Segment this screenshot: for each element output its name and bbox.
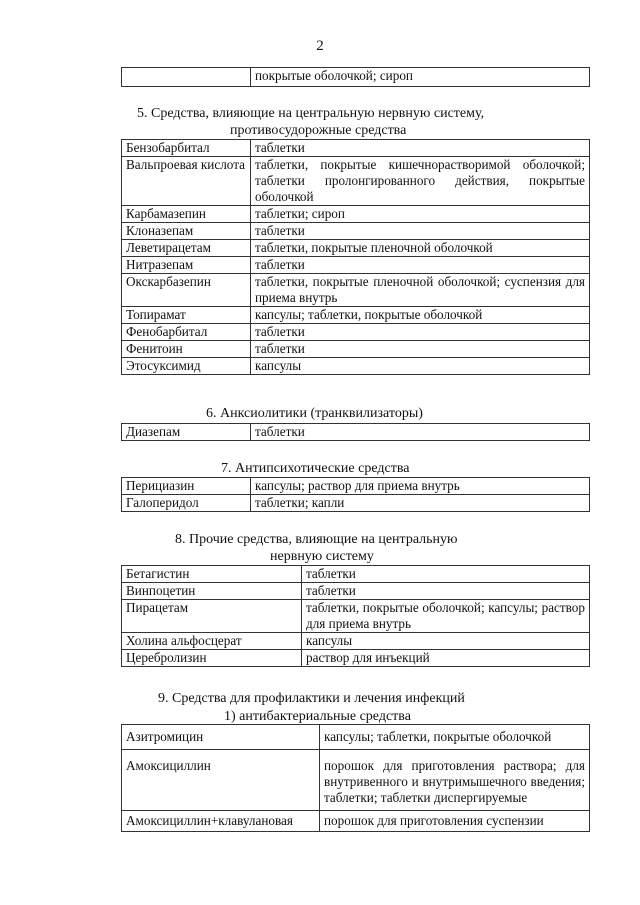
- table-row: [122, 583, 590, 600]
- drug-form: таблетки: [251, 341, 590, 358]
- drug-form: таблетки: [251, 324, 590, 341]
- table-row: [122, 633, 590, 650]
- drug-form: таблетки: [251, 424, 590, 441]
- drug-name: [122, 68, 251, 87]
- section-6-title: 6. Анксиолитики (транквилизаторы): [206, 406, 423, 421]
- drug-form: таблетки, покрытые пленочной оболочкой: [251, 240, 590, 257]
- table-row: [122, 650, 590, 667]
- table-row: [122, 495, 590, 512]
- section-7-title: 7. Антипсихотические средства: [221, 461, 410, 476]
- drug-name: Окскарбазепин: [122, 274, 251, 307]
- section-9-title: 9. Средства для профилактики и лечения инфекций: [158, 691, 465, 706]
- drug-form: таблетки: [302, 583, 590, 600]
- table-row: [122, 324, 590, 341]
- drug-name: Этосуксимид: [122, 358, 251, 375]
- drug-form: капсулы; раствор для приема внутрь: [251, 478, 590, 495]
- drug-form: таблетки, покрытые кишечнорастворимой оболочкой; таблетки пролонгированного действия, покрытые оболочкой: [251, 157, 590, 206]
- table-row: [122, 257, 590, 274]
- section-8-title-line-1: 8. Прочие средства, влияющие на центральную: [175, 532, 458, 547]
- drug-name: Нитразепам: [122, 257, 251, 274]
- drug-form: таблетки; капли: [251, 495, 590, 512]
- table-row: [122, 307, 590, 324]
- drug-name: Винпоцетин: [122, 583, 302, 600]
- drug-form: покрытые оболочкой; сироп: [251, 68, 590, 87]
- section-5-title-line-1: 5. Средства, влияющие на центральную нервную систему,: [137, 106, 485, 121]
- drug-form: таблетки: [251, 140, 590, 157]
- table-row: [122, 140, 590, 157]
- drug-name: Топирамат: [122, 307, 251, 324]
- section-7-table: [121, 477, 590, 512]
- top-table: [121, 67, 590, 87]
- drug-form: таблетки; сироп: [251, 206, 590, 223]
- table-row: [122, 157, 590, 206]
- table-row: [122, 341, 590, 358]
- drug-name: Амоксициллин+клавулановая: [122, 811, 320, 832]
- drug-name: Карбамазепин: [122, 206, 251, 223]
- drug-form: раствор для инъекций: [302, 650, 590, 667]
- drug-name: Бензобарбитал: [122, 140, 251, 157]
- drug-form: капсулы: [251, 358, 590, 375]
- section-8-title-line-2: нервную систему: [270, 549, 374, 564]
- drug-name: Леветирацетам: [122, 240, 251, 257]
- table-row: [122, 750, 590, 811]
- section-5-table: [121, 139, 590, 375]
- drug-name: Церебролизин: [122, 650, 302, 667]
- table-row: [122, 811, 590, 832]
- drug-form: порошок для приготовления раствора; для внутривенного и внутримышечного введения; таблетки; таблетки диспергируемые: [320, 750, 590, 811]
- page-number: 2: [316, 38, 324, 54]
- drug-name: Фенобарбитал: [122, 324, 251, 341]
- drug-form: порошок для приготовления суспензии: [320, 811, 590, 832]
- drug-form: таблетки: [251, 223, 590, 240]
- table-row: [122, 274, 590, 307]
- drug-name: Пирацетам: [122, 600, 302, 633]
- drug-form: таблетки, покрытые оболочкой; капсулы; раствор для приема внутрь: [302, 600, 590, 633]
- section-8-table: [121, 565, 590, 667]
- table-row: [122, 68, 590, 87]
- drug-name: Фенитоин: [122, 341, 251, 358]
- table-row: [122, 424, 590, 441]
- drug-name: Бетагистин: [122, 566, 302, 583]
- table-row: [122, 725, 590, 750]
- drug-name: Амоксициллин: [122, 750, 320, 811]
- drug-name: Холина альфосцерат: [122, 633, 302, 650]
- table-row: [122, 223, 590, 240]
- table-row: [122, 478, 590, 495]
- table-row: [122, 206, 590, 223]
- drug-name: Вальпроевая кислота: [122, 157, 251, 206]
- drug-form: таблетки, покрытые пленочной оболочкой; суспензия для приема внутрь: [251, 274, 590, 307]
- drug-form: капсулы; таблетки, покрытые оболочкой: [320, 725, 590, 750]
- section-9-table: [121, 724, 590, 832]
- drug-form: капсулы: [302, 633, 590, 650]
- table-row: [122, 600, 590, 633]
- drug-name: Азитромицин: [122, 725, 320, 750]
- drug-form: таблетки: [251, 257, 590, 274]
- table-row: [122, 358, 590, 375]
- drug-name: Диазепам: [122, 424, 251, 441]
- drug-name: Перициазин: [122, 478, 251, 495]
- drug-form: таблетки: [302, 566, 590, 583]
- drug-name: Клоназепам: [122, 223, 251, 240]
- table-row: [122, 240, 590, 257]
- section-6-table: [121, 423, 590, 441]
- drug-form: капсулы; таблетки, покрытые оболочкой: [251, 307, 590, 324]
- section-5-title-line-2: противосудорожные средства: [230, 123, 407, 138]
- drug-name: Галоперидол: [122, 495, 251, 512]
- section-9-subtitle: 1) антибактериальные средства: [224, 709, 411, 724]
- table-row: [122, 566, 590, 583]
